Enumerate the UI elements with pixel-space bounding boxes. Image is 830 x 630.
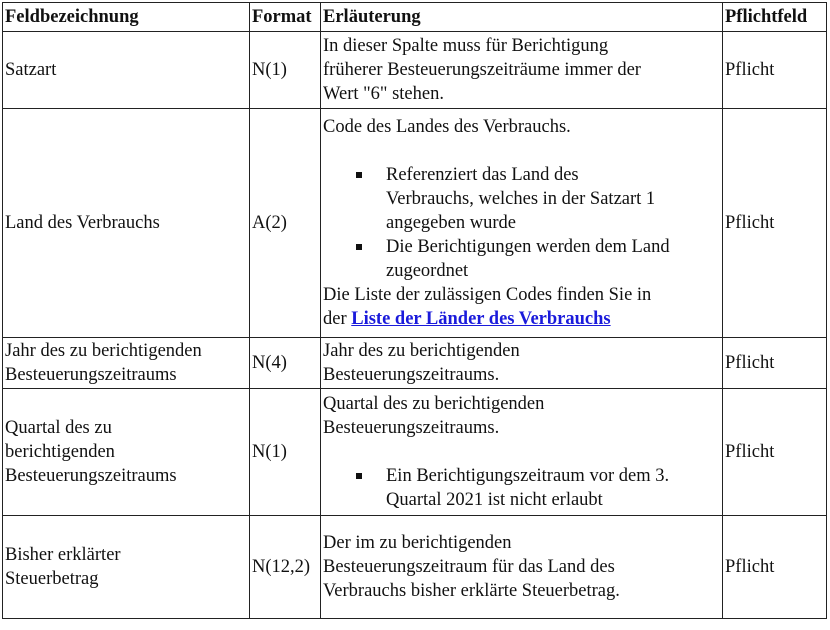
field-name-line: Jahr des zu berichtigenden [5,341,202,361]
description-line: In dieser Spalte muss für Berichtigung [323,36,609,56]
format-cell: N(12,2) [250,516,321,619]
description-line: Quartal des zu berichtigenden [323,394,545,414]
field-name-line: Quartal des zu [5,418,112,438]
field-name-cell [3,389,250,516]
field-specification-table [2,2,827,619]
description-line: Der im zu berichtigenden [323,533,512,553]
bullet-line: Die Berichtigungen werden dem Land [386,237,670,257]
required-cell: Pflicht [723,32,827,109]
description-cell [321,32,723,109]
list-item [323,163,720,235]
field-name-line: Bisher erklärter [5,545,121,565]
outro-prefix: der [323,309,347,329]
description-line: Besteuerungszeitraums. [323,365,500,385]
bullet-icon [356,473,362,479]
format-cell: N(1) [250,32,321,109]
header-field-name: Feldbezeichnung [3,3,250,32]
bullet-list [323,464,720,512]
list-item [323,235,720,283]
table-row [3,32,827,109]
bullet-line: Referenziert das Land des [386,165,579,185]
description-line: Besteuerungszeitraum für das Land des [323,557,615,577]
field-name-line: Besteuerungszeitraums [5,466,177,486]
bullet-line: zugeordnet [386,261,469,281]
bullet-list [323,163,720,283]
bullet-line: Verbrauchs, welches in der Satzart 1 [386,189,656,209]
format-cell: A(2) [250,109,321,338]
description-cell [321,109,723,338]
required-cell: Pflicht [723,338,827,389]
required-cell: Pflicht [723,389,827,516]
description-line: Verbrauchs bisher erklärte Steuerbetrag. [323,581,620,601]
field-name-cell [3,516,250,619]
list-item [323,464,720,512]
bullet-line: angegeben wurde [386,213,516,233]
required-cell: Pflicht [723,109,827,338]
description-cell [321,338,723,389]
table-row [3,516,827,619]
description-cell [321,389,723,516]
description-outro-link-line [323,307,720,331]
description-line: Jahr des zu berichtigenden [323,341,520,361]
bullet-line: Ein Berichtigungszeitraum vor dem 3. [386,466,670,486]
bullet-line: Quartal 2021 ist nicht erlaubt [386,490,603,510]
description-outro: Die Liste der zulässigen Codes finden Sie in [323,285,652,305]
bullet-icon [356,172,362,178]
header-format: Format [250,3,321,32]
table-row [3,389,827,516]
bullet-icon [356,244,362,250]
field-name-line: Besteuerungszeitraums [5,365,177,385]
field-name-cell: Land des Verbrauchs [3,109,250,338]
description-line: Wert "6" stehen. [323,84,444,104]
required-cell: Pflicht [723,516,827,619]
field-name-line: berichtigenden [5,442,115,462]
description-intro: Code des Landes des Verbrauchs. [323,117,571,137]
field-name-cell [3,338,250,389]
description-cell [321,516,723,619]
description-line: früherer Besteuerungszeiträume immer der [323,60,641,80]
format-cell: N(1) [250,389,321,516]
field-name-line: Steuerbetrag [5,569,99,589]
header-description: Erläuterung [321,3,723,32]
header-required: Pflichtfeld [723,3,827,32]
header-row [3,3,827,32]
table-row [3,338,827,389]
country-list-link[interactable]: Liste der Länder des Verbrauchs [351,309,611,329]
description-line: Besteuerungszeitraums. [323,418,500,438]
format-cell: N(4) [250,338,321,389]
field-name-cell: Satzart [3,32,250,109]
table-row [3,109,827,338]
